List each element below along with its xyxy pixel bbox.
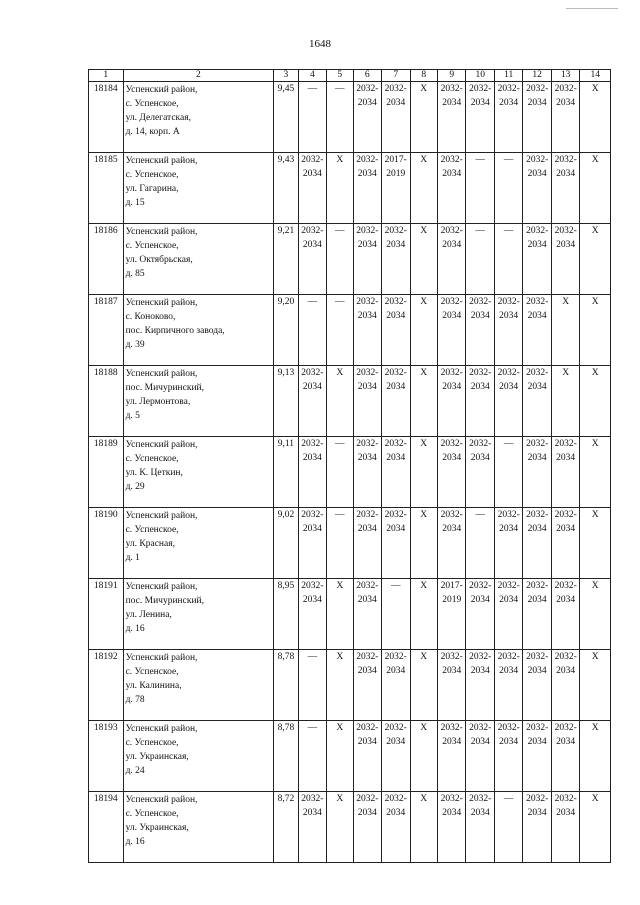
period-cell-col-7: 2032- 2034: [382, 508, 410, 579]
period-cell-col-4: 2032- 2034: [298, 366, 326, 437]
column-header-6: 6: [353, 70, 381, 82]
period-cell-col-12: 2032- 2034: [523, 366, 551, 437]
period-cell-col-14: X: [580, 153, 611, 224]
period-cell-col-5: —: [327, 437, 353, 508]
address-line: с. Успенское,: [125, 170, 179, 180]
period-cell-col-10: —: [466, 508, 494, 579]
address-line: д. 85: [125, 269, 145, 279]
address-line: д. 39: [125, 340, 145, 350]
address-line: ул. Украинская,: [125, 823, 189, 833]
address-line: Успенский район,: [125, 298, 198, 308]
period-cell-col-9: 2032- 2034: [437, 366, 465, 437]
address-line: с. Успенское,: [125, 738, 179, 748]
period-cell-col-7: 2032- 2034: [382, 792, 410, 863]
address-line: с. Успенское,: [125, 809, 179, 819]
period-cell-col-8: X: [410, 366, 437, 437]
period-cell-col-11: 2032- 2034: [494, 508, 522, 579]
period-cell-col-12: 2032- 2034: [523, 153, 551, 224]
column-header-14: 14: [580, 70, 611, 82]
address-line: д. 16: [125, 837, 145, 847]
table-row: [89, 579, 611, 650]
table-row: [89, 224, 611, 295]
period-cell-col-8: X: [410, 579, 437, 650]
address-line: д. 14, корп. А: [125, 127, 180, 137]
row-number: 18191: [89, 579, 124, 650]
table-row: [89, 153, 611, 224]
period-cell-col-14: X: [580, 721, 611, 792]
address-line: ул. Ленина,: [125, 610, 172, 620]
address-line: ул. Украинская,: [125, 752, 189, 762]
period-cell-col-11: 2032- 2034: [494, 366, 522, 437]
period-cell-col-5: X: [327, 366, 353, 437]
period-cell-col-12: 2032- 2034: [523, 792, 551, 863]
period-cell-col-13: 2032- 2034: [551, 792, 579, 863]
period-cell-col-13: 2032- 2034: [551, 153, 579, 224]
period-cell-col-5: X: [327, 579, 353, 650]
area-cell: 9,20: [274, 295, 298, 366]
period-cell-col-6: 2032- 2034: [353, 224, 381, 295]
table-row: [89, 650, 611, 721]
period-cell-col-8: X: [410, 224, 437, 295]
address-line: ул. Калинина,: [125, 681, 182, 691]
period-cell-col-14: X: [580, 650, 611, 721]
period-cell-col-6: 2032- 2034: [353, 792, 381, 863]
period-cell-col-8: X: [410, 295, 437, 366]
data-table: [88, 69, 611, 863]
period-cell-col-4: —: [298, 650, 326, 721]
table-row: [89, 366, 611, 437]
area-cell: 9,02: [274, 508, 298, 579]
period-cell-col-7: 2032- 2034: [382, 224, 410, 295]
period-cell-col-11: 2032- 2034: [494, 721, 522, 792]
period-cell-col-11: —: [494, 224, 522, 295]
address-line: д. 29: [125, 482, 145, 492]
header-row: [89, 70, 611, 82]
period-cell-col-13: 2032- 2034: [551, 579, 579, 650]
column-header-8: 8: [410, 70, 437, 82]
period-cell-col-12: 2032- 2034: [523, 295, 551, 366]
address-line: пос. Мичуринский,: [125, 383, 204, 393]
address-line: д. 15: [125, 198, 145, 208]
period-cell-col-12: 2032- 2034: [523, 721, 551, 792]
area-cell: 9,21: [274, 224, 298, 295]
period-cell-col-13: X: [551, 366, 579, 437]
column-header-11: 11: [494, 70, 522, 82]
period-cell-col-6: 2032- 2034: [353, 721, 381, 792]
address-cell: [123, 579, 274, 650]
address-line: с. Успенское,: [125, 525, 179, 535]
area-cell: 8,78: [274, 721, 298, 792]
row-number: 18188: [89, 366, 124, 437]
period-cell-col-14: X: [580, 366, 611, 437]
period-cell-col-11: 2032- 2034: [494, 579, 522, 650]
address-line: Успенский район,: [125, 582, 198, 592]
table-row: [89, 437, 611, 508]
address-line: ул. Гагарина,: [125, 184, 179, 194]
address-line: с. Успенское,: [125, 667, 179, 677]
area-cell: 9,43: [274, 153, 298, 224]
period-cell-col-8: X: [410, 153, 437, 224]
period-cell-col-9: 2032- 2034: [437, 650, 465, 721]
period-cell-col-14: X: [580, 437, 611, 508]
row-number: 18186: [89, 224, 124, 295]
period-cell-col-11: —: [494, 437, 522, 508]
period-cell-col-10: 2032- 2034: [466, 721, 494, 792]
period-cell-col-10: 2032- 2034: [466, 437, 494, 508]
row-number: 18189: [89, 437, 124, 508]
row-number: 18187: [89, 295, 124, 366]
period-cell-col-10: 2032- 2034: [466, 650, 494, 721]
address-line: Успенский район,: [125, 440, 198, 450]
row-number: 18184: [89, 82, 124, 153]
address-cell: [123, 792, 274, 863]
address-cell: [123, 721, 274, 792]
period-cell-col-10: 2032- 2034: [466, 792, 494, 863]
row-number: 18192: [89, 650, 124, 721]
column-header-12: 12: [523, 70, 551, 82]
period-cell-col-5: X: [327, 721, 353, 792]
address-cell: [123, 366, 274, 437]
period-cell-col-4: 2032- 2034: [298, 153, 326, 224]
period-cell-col-4: 2032- 2034: [298, 224, 326, 295]
period-cell-col-4: 2032- 2034: [298, 579, 326, 650]
period-cell-col-10: 2032- 2034: [466, 82, 494, 153]
column-header-13: 13: [551, 70, 579, 82]
period-cell-col-10: 2032- 2034: [466, 579, 494, 650]
address-line: ул. Лермонтова,: [125, 397, 191, 407]
period-cell-col-10: —: [466, 153, 494, 224]
column-header-2: 2: [123, 70, 274, 82]
top-rule: [566, 8, 618, 9]
page-number: 1648: [309, 38, 331, 50]
address-line: ул. Делегатская,: [125, 113, 191, 123]
column-header-9: 9: [437, 70, 465, 82]
period-cell-col-4: —: [298, 82, 326, 153]
row-number: 18185: [89, 153, 124, 224]
address-line: д. 24: [125, 766, 145, 776]
address-line: д. 5: [125, 411, 140, 421]
address-line: пос. Кирпичного завода,: [125, 326, 225, 336]
period-cell-col-9: 2032- 2034: [437, 721, 465, 792]
address-line: Успенский район,: [125, 724, 198, 734]
address-line: с. Успенское,: [125, 241, 179, 251]
period-cell-col-4: 2032- 2034: [298, 508, 326, 579]
period-cell-col-7: 2032- 2034: [382, 82, 410, 153]
period-cell-col-6: 2032- 2034: [353, 650, 381, 721]
period-cell-col-5: —: [327, 224, 353, 295]
period-cell-col-7: 2032- 2034: [382, 721, 410, 792]
period-cell-col-13: X: [551, 295, 579, 366]
address-line: Успенский район,: [125, 156, 198, 166]
area-cell: 8,95: [274, 579, 298, 650]
address-line: Успенский район,: [125, 653, 198, 663]
row-number: 18194: [89, 792, 124, 863]
address-line: Успенский район,: [125, 85, 198, 95]
period-cell-col-5: —: [327, 295, 353, 366]
period-cell-col-12: 2032- 2034: [523, 650, 551, 721]
period-cell-col-9: 2017- 2019: [437, 579, 465, 650]
address-line: ул. Октябрьская,: [125, 255, 193, 265]
address-line: Успенский район,: [125, 227, 198, 237]
period-cell-col-8: X: [410, 792, 437, 863]
period-cell-col-6: 2032- 2034: [353, 82, 381, 153]
table-row: [89, 721, 611, 792]
period-cell-col-8: X: [410, 437, 437, 508]
period-cell-col-6: 2032- 2034: [353, 153, 381, 224]
period-cell-col-5: —: [327, 508, 353, 579]
address-line: с. Коноково,: [125, 312, 176, 322]
period-cell-col-5: X: [327, 153, 353, 224]
period-cell-col-8: X: [410, 508, 437, 579]
area-cell: 8,72: [274, 792, 298, 863]
period-cell-col-7: 2032- 2034: [382, 295, 410, 366]
period-cell-col-14: X: [580, 508, 611, 579]
period-cell-col-8: X: [410, 82, 437, 153]
address-cell: [123, 508, 274, 579]
period-cell-col-11: —: [494, 153, 522, 224]
period-cell-col-13: 2032- 2034: [551, 224, 579, 295]
address-line: ул. К. Цеткин,: [125, 468, 183, 478]
column-header-1: 1: [89, 70, 124, 82]
period-cell-col-9: 2032- 2034: [437, 508, 465, 579]
address-line: Успенский район,: [125, 795, 198, 805]
period-cell-col-5: X: [327, 792, 353, 863]
period-cell-col-4: 2032- 2034: [298, 792, 326, 863]
period-cell-col-14: X: [580, 295, 611, 366]
period-cell-col-6: 2032- 2034: [353, 366, 381, 437]
period-cell-col-4: 2032- 2034: [298, 437, 326, 508]
address-cell: [123, 437, 274, 508]
row-number: 18193: [89, 721, 124, 792]
period-cell-col-12: 2032- 2034: [523, 82, 551, 153]
column-header-7: 7: [382, 70, 410, 82]
address-cell: [123, 295, 274, 366]
period-cell-col-7: 2017- 2019: [382, 153, 410, 224]
row-number: 18190: [89, 508, 124, 579]
period-cell-col-14: X: [580, 82, 611, 153]
period-cell-col-4: —: [298, 721, 326, 792]
period-cell-col-9: 2032- 2034: [437, 437, 465, 508]
column-header-10: 10: [466, 70, 494, 82]
period-cell-col-5: —: [327, 82, 353, 153]
period-cell-col-13: 2032- 2034: [551, 650, 579, 721]
period-cell-col-11: 2032- 2034: [494, 650, 522, 721]
address-line: пос. Мичуринский,: [125, 596, 204, 606]
table-row: [89, 82, 611, 153]
address-line: д. 16: [125, 624, 145, 634]
period-cell-col-7: —: [382, 579, 410, 650]
address-cell: [123, 153, 274, 224]
column-header-3: 3: [274, 70, 298, 82]
address-line: ул. Красная,: [125, 539, 175, 549]
period-cell-col-12: 2032- 2034: [523, 224, 551, 295]
period-cell-col-14: X: [580, 792, 611, 863]
period-cell-col-11: —: [494, 792, 522, 863]
period-cell-col-8: X: [410, 650, 437, 721]
period-cell-col-7: 2032- 2034: [382, 366, 410, 437]
table-body: [89, 70, 611, 863]
period-cell-col-10: 2032- 2034: [466, 295, 494, 366]
period-cell-col-9: 2032- 2034: [437, 153, 465, 224]
period-cell-col-13: 2032- 2034: [551, 437, 579, 508]
address-cell: [123, 650, 274, 721]
period-cell-col-10: —: [466, 224, 494, 295]
period-cell-col-9: 2032- 2034: [437, 224, 465, 295]
address-line: Успенский район,: [125, 369, 198, 379]
period-cell-col-14: X: [580, 579, 611, 650]
period-cell-col-5: X: [327, 650, 353, 721]
period-cell-col-9: 2032- 2034: [437, 792, 465, 863]
address-line: Успенский район,: [125, 511, 198, 521]
period-cell-col-8: X: [410, 721, 437, 792]
address-line: с. Успенское,: [125, 99, 179, 109]
period-cell-col-13: 2032- 2034: [551, 508, 579, 579]
period-cell-col-6: 2032- 2034: [353, 508, 381, 579]
area-cell: 9,11: [274, 437, 298, 508]
area-cell: 8,78: [274, 650, 298, 721]
address-line: с. Успенское,: [125, 454, 179, 464]
address-cell: [123, 82, 274, 153]
area-cell: 9,13: [274, 366, 298, 437]
period-cell-col-12: 2032- 2034: [523, 579, 551, 650]
address-line: д. 1: [125, 553, 140, 563]
table-row: [89, 792, 611, 863]
table-row: [89, 295, 611, 366]
period-cell-col-9: 2032- 2034: [437, 82, 465, 153]
period-cell-col-12: 2032- 2034: [523, 437, 551, 508]
period-cell-col-6: 2032- 2034: [353, 579, 381, 650]
address-line: д. 78: [125, 695, 145, 705]
address-cell: [123, 224, 274, 295]
period-cell-col-13: 2032- 2034: [551, 82, 579, 153]
period-cell-col-13: 2032- 2034: [551, 721, 579, 792]
column-header-4: 4: [298, 70, 326, 82]
period-cell-col-14: X: [580, 224, 611, 295]
period-cell-col-4: —: [298, 295, 326, 366]
area-cell: 9,45: [274, 82, 298, 153]
period-cell-col-10: 2032- 2034: [466, 366, 494, 437]
period-cell-col-6: 2032- 2034: [353, 295, 381, 366]
period-cell-col-9: 2032- 2034: [437, 295, 465, 366]
period-cell-col-11: 2032- 2034: [494, 82, 522, 153]
column-header-5: 5: [327, 70, 353, 82]
period-cell-col-11: 2032- 2034: [494, 295, 522, 366]
table-row: [89, 508, 611, 579]
period-cell-col-7: 2032- 2034: [382, 437, 410, 508]
period-cell-col-12: 2032- 2034: [523, 508, 551, 579]
period-cell-col-6: 2032- 2034: [353, 437, 381, 508]
period-cell-col-7: 2032- 2034: [382, 650, 410, 721]
